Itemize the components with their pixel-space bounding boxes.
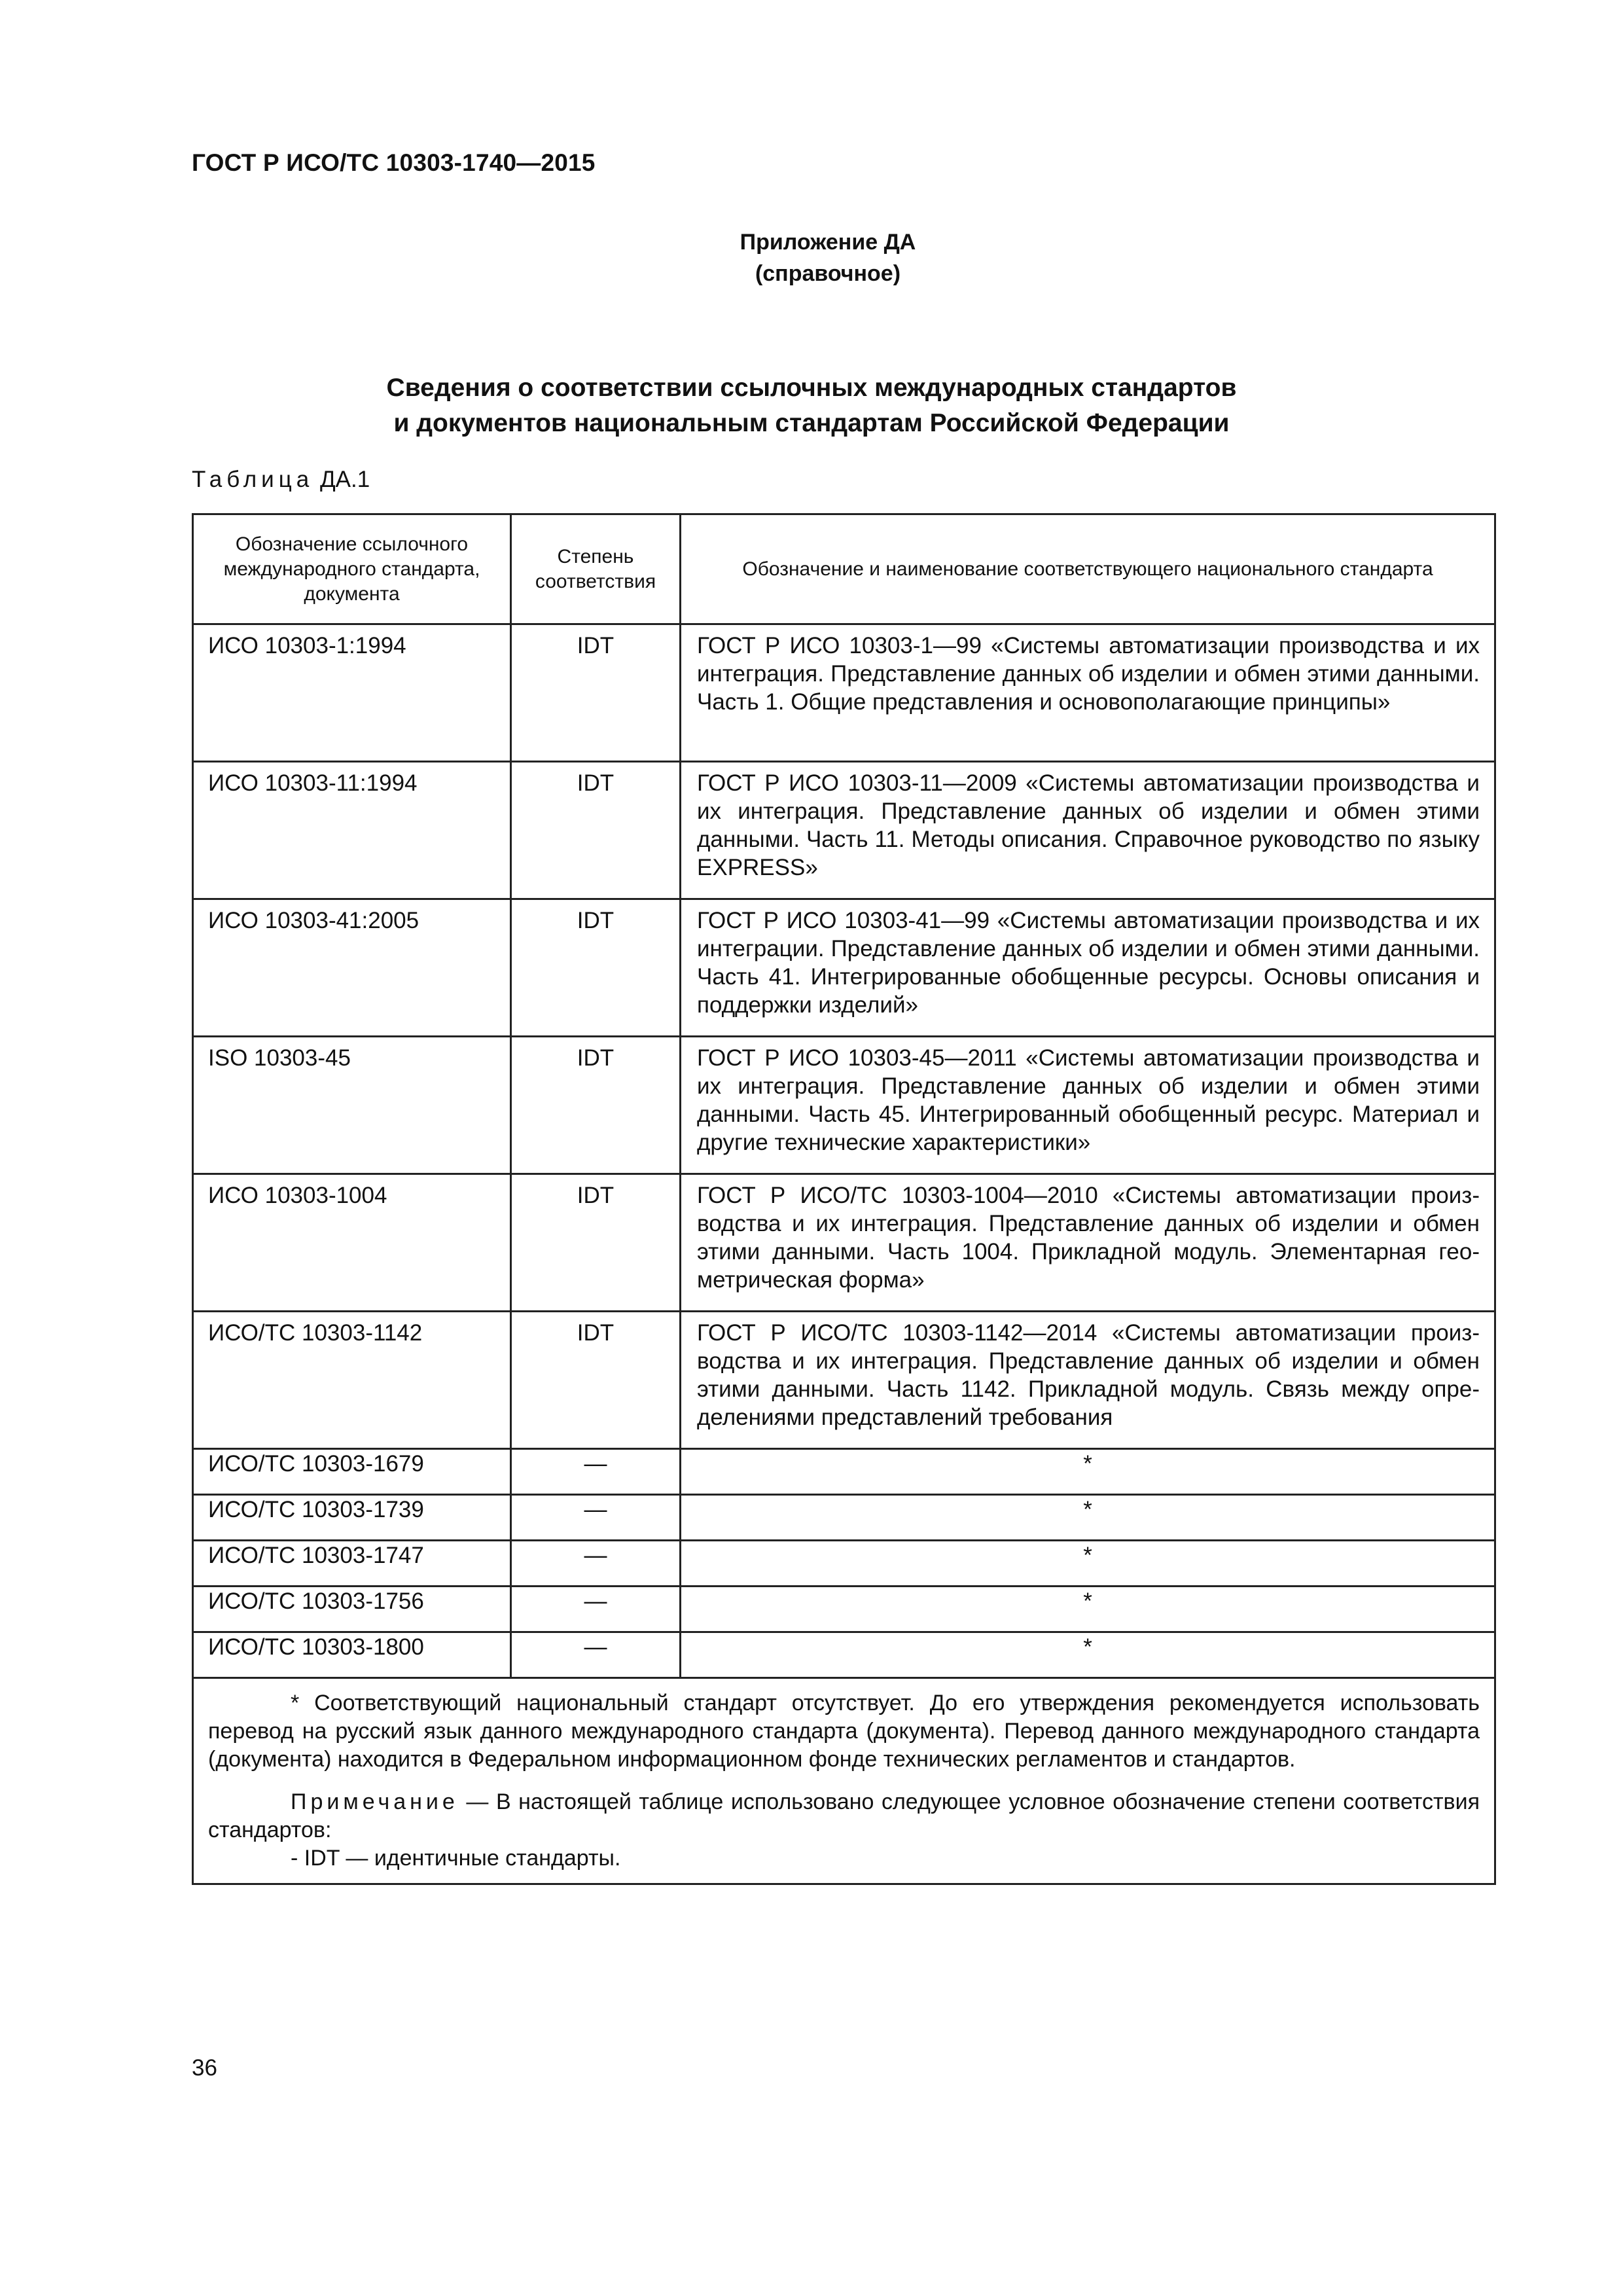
cell-national: ГОСТ Р ИСО 10303-41—99 «Системы автоматизации производства и их интеграции. Представление данных об изделии и обмен этими данными. Часть 41. Интегрированные обобщенные ресурсы. Основы описания и поддержки изделий»: [681, 899, 1495, 1037]
note-paragraph: [208, 1788, 1480, 1844]
cell-national: ГОСТ Р ИСО/ТС 10303-1004—2010 «Системы автоматизации производства и их интеграция. Представление данных об изделии и обмен этими данными. Часть 1004. Прикладной модуль. Элементарная геометрическая форма»: [681, 1174, 1495, 1312]
cell-national: *: [681, 1495, 1495, 1541]
annex-type: (справочное): [755, 261, 901, 286]
note-item: - IDT — идентичные стандарты.: [291, 1846, 621, 1871]
cell-reference: ИСО 10303-11:1994: [193, 762, 511, 899]
footnote-text: * Соответствующий национальный стандарт отсутствует. До его утверждения рекомендуется использовать перевод на русский язык данного международного стандарта (документа). Перевод данного международного стандарта (документа) находится в Федеральном информационном фонде технических регламентов и стандартов.: [208, 1691, 1480, 1772]
annex-heading: [0, 226, 1623, 289]
table-label: [192, 465, 370, 494]
table-row: [193, 1312, 1495, 1449]
cell-reference: ИСО 10303-1004: [193, 1174, 511, 1312]
table-row: [193, 762, 1495, 899]
annex-title-line1: Сведения о соответствии ссылочных международных стандартов: [386, 374, 1237, 402]
cell-reference: ИСО/ТС 10303-1739: [193, 1495, 511, 1541]
annex-label: Приложение ДА: [740, 230, 916, 255]
page-number: 36: [192, 2055, 217, 2081]
document-code: ГОСТ Р ИСО/ТС 10303-1740—2015: [192, 149, 596, 176]
cell-degree: —: [511, 1495, 681, 1541]
table-footnote: [193, 1678, 1495, 1884]
cell-national: ГОСТ Р ИСО/ТС 10303-1142—2014 «Системы автоматизации производства и их интеграция. Представление данных об изделии и обмен этими данными. Часть 1142. Прикладной модуль. Связь между определениями представлений требования: [681, 1312, 1495, 1449]
cell-degree: —: [511, 1632, 681, 1678]
note-text: В настоящей таблице использовано следующее условное обозначение степени соответствия стандартов:: [208, 1789, 1480, 1842]
note-label: Примечание: [291, 1789, 459, 1814]
table-row: [193, 1495, 1495, 1541]
cell-degree: —: [511, 1587, 681, 1632]
cell-reference: ИСО 10303-1:1994: [193, 624, 511, 762]
cell-national: *: [681, 1587, 1495, 1632]
table-row: [193, 1037, 1495, 1174]
cell-national: ГОСТ Р ИСО 10303-45—2011 «Системы автоматизации производства и их интеграция. Представление данных об изделии и обмен этими данными. Часть 45. Интегрированный обобщенный ресурс. Материал и другие технические характеристики»: [681, 1037, 1495, 1174]
cell-national: *: [681, 1632, 1495, 1678]
column-header-reference: Обозначение ссылочного международного стандарта, документа: [193, 514, 511, 624]
cell-degree: IDT: [511, 1037, 681, 1174]
table-footnote-row: [193, 1678, 1495, 1884]
cell-national: ГОСТ Р ИСО 10303-11—2009 «Системы автоматизации производства и их интеграция. Представление данных об изделии и обмен этими данными. Часть 11. Методы описания. Справочное руководство по языку EXPRESS»: [681, 762, 1495, 899]
table-row: [193, 1541, 1495, 1587]
column-header-degree: Степень соответствия: [511, 514, 681, 624]
annex-title: [0, 370, 1623, 441]
table-row: [193, 1174, 1495, 1312]
cell-national: *: [681, 1449, 1495, 1495]
cell-national: ГОСТ Р ИСО 10303-1—99 «Системы автоматизации производства и их интеграция. Представление данных об изделии и обмен этими данными. Часть 1. Общие представления и основополагающие принципы»: [681, 624, 1495, 762]
table-row: [193, 624, 1495, 762]
cell-reference: ИСО 10303-41:2005: [193, 899, 511, 1037]
cell-national: *: [681, 1541, 1495, 1587]
table-header-row: [193, 514, 1495, 624]
table-label-word: Таблица: [192, 467, 314, 492]
cell-degree: —: [511, 1541, 681, 1587]
cell-reference: ИСО/ТС 10303-1142: [193, 1312, 511, 1449]
cell-degree: —: [511, 1449, 681, 1495]
cell-degree: IDT: [511, 1312, 681, 1449]
cell-degree: IDT: [511, 762, 681, 899]
cell-degree: IDT: [511, 1174, 681, 1312]
cell-reference: ИСО/ТС 10303-1800: [193, 1632, 511, 1678]
table-row: [193, 1587, 1495, 1632]
cell-degree: IDT: [511, 624, 681, 762]
correspondence-table: [192, 513, 1496, 1885]
table-row: [193, 1449, 1495, 1495]
cell-degree: IDT: [511, 899, 681, 1037]
cell-reference: ИСО/ТС 10303-1747: [193, 1541, 511, 1587]
note-dash: —: [458, 1789, 496, 1814]
table-label-number: ДА.1: [319, 467, 370, 492]
cell-reference: ИСО/ТС 10303-1679: [193, 1449, 511, 1495]
table-row: [193, 1632, 1495, 1678]
column-header-national: Обозначение и наименование соответствующего национального стандарта: [681, 514, 1495, 624]
annex-title-line2: и документов национальным стандартам Российской Федерации: [393, 409, 1230, 437]
cell-reference: ISO 10303-45: [193, 1037, 511, 1174]
table-row: [193, 899, 1495, 1037]
cell-reference: ИСО/ТС 10303-1756: [193, 1587, 511, 1632]
